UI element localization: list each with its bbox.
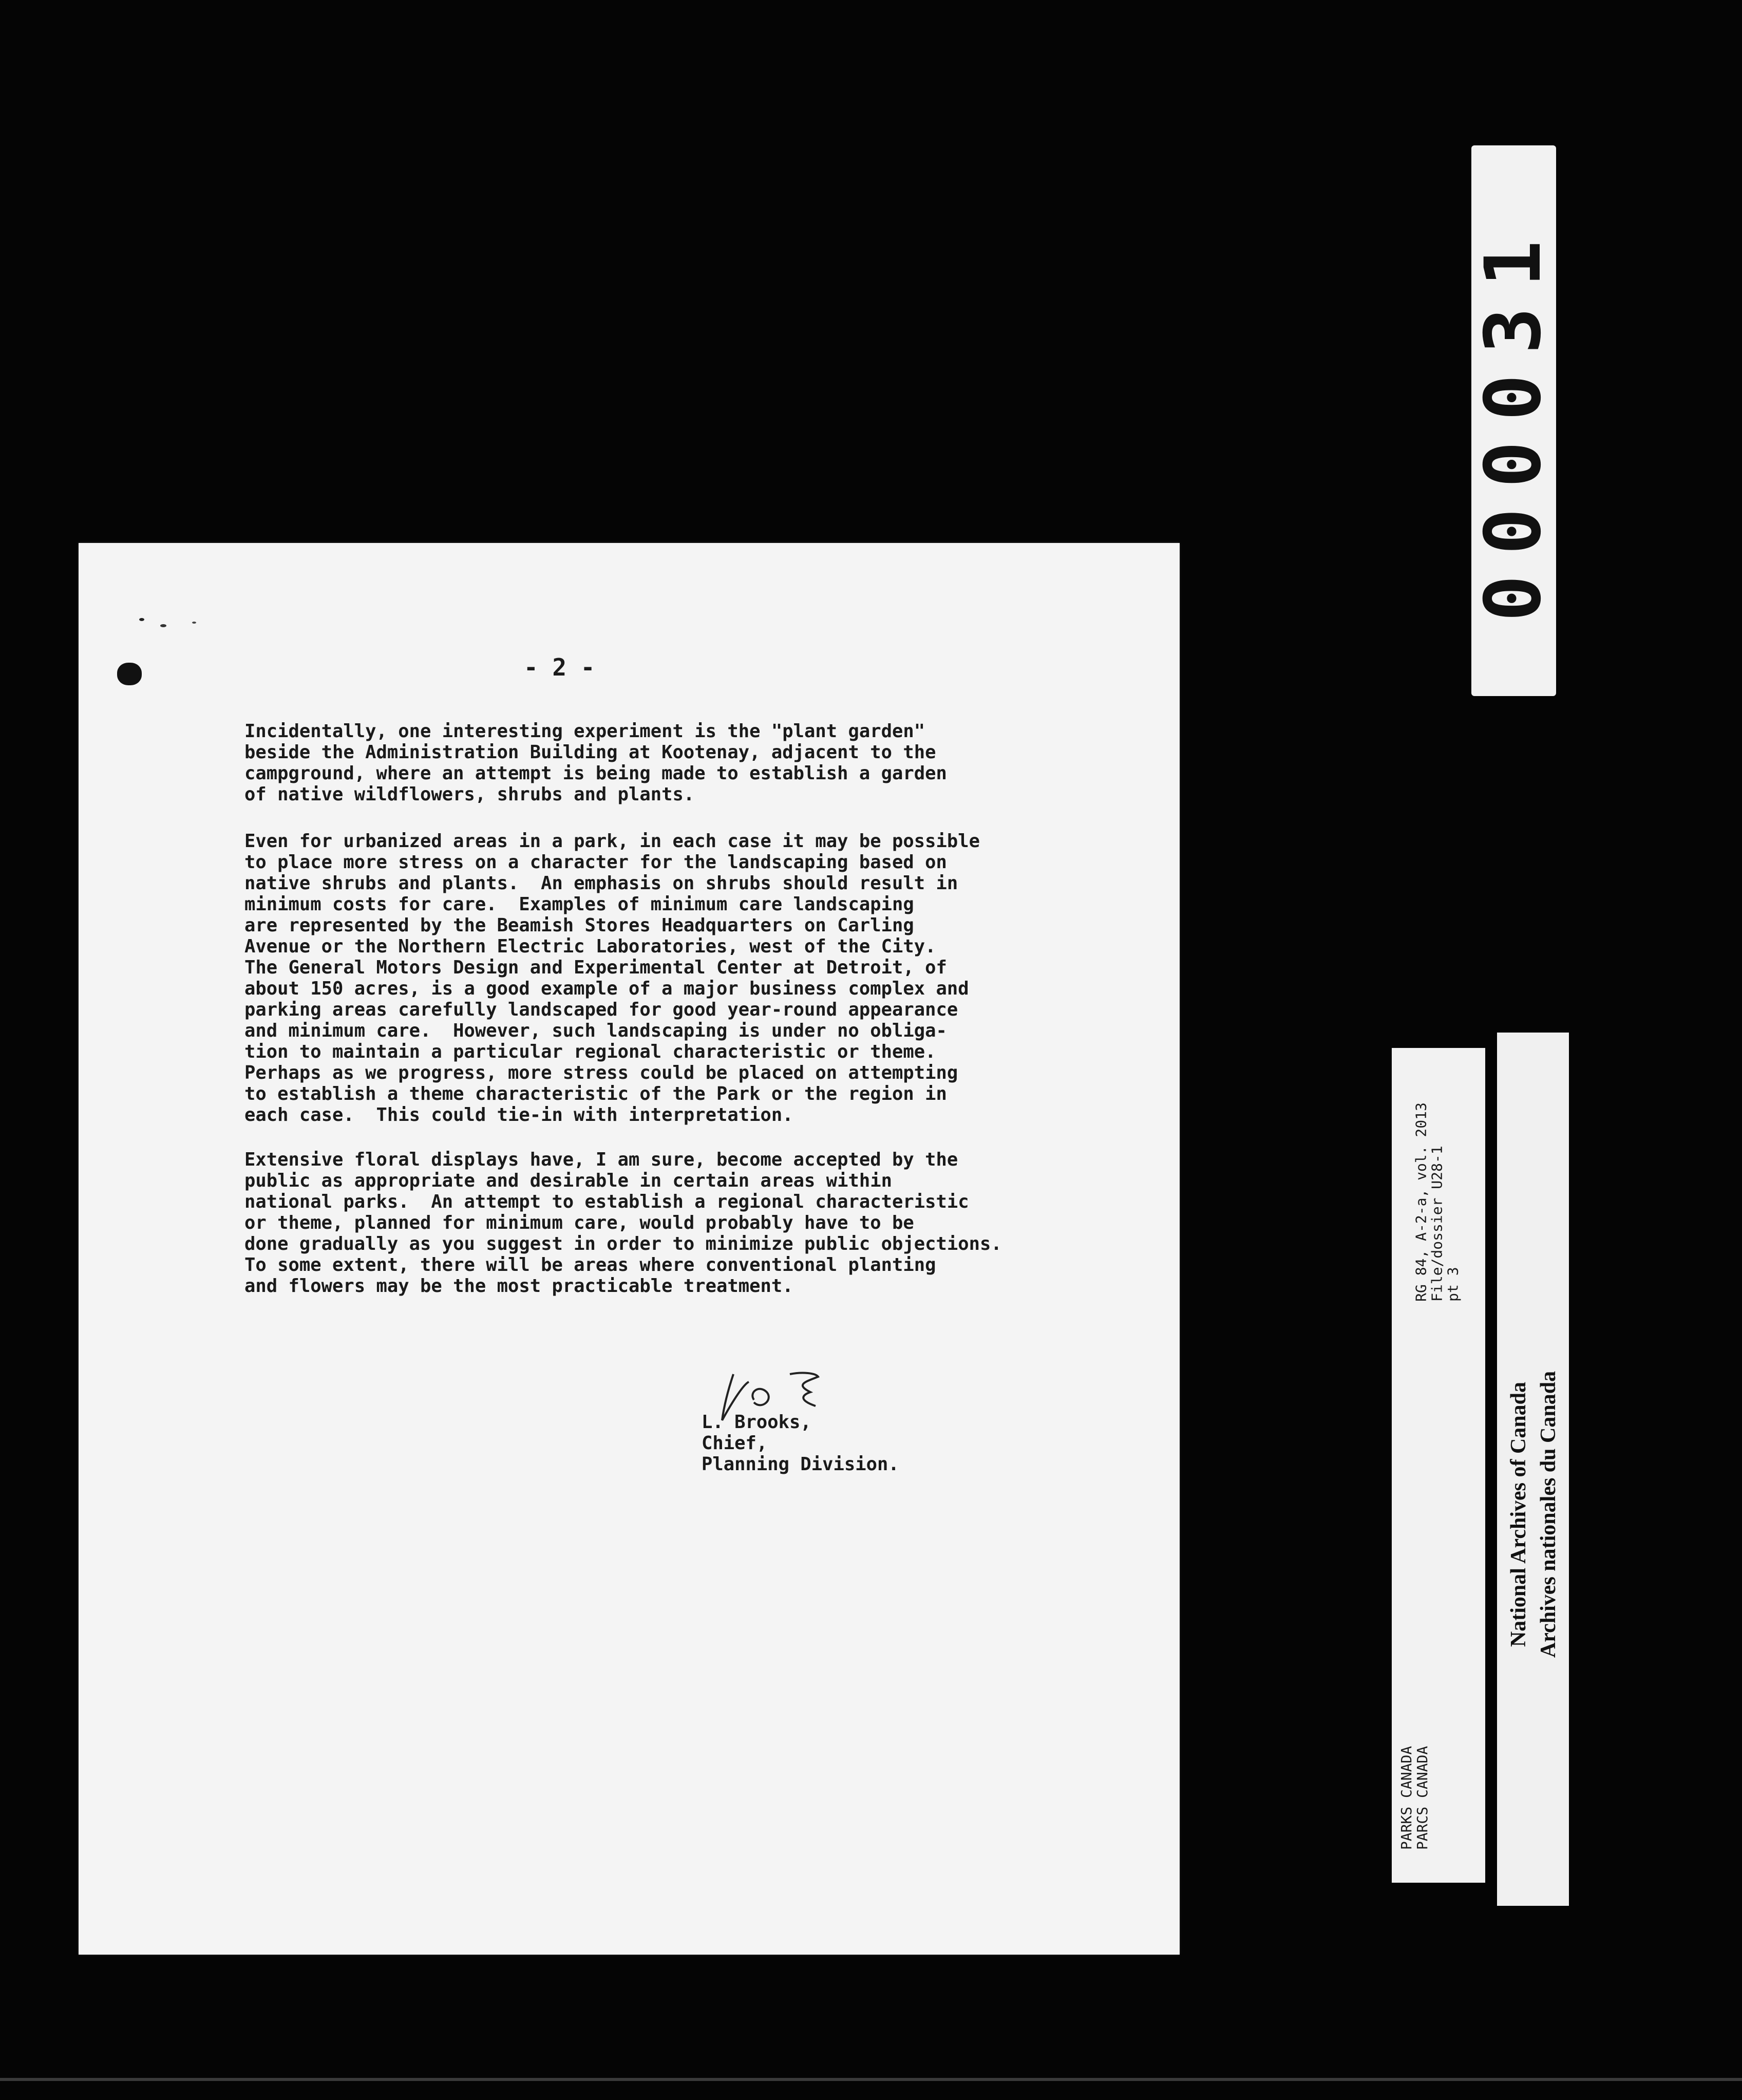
paragraph-urbanized-areas: Even for urbanized areas in a park, in each case it may be possible to place more stress on a character for the landscaping based on native shrubs and plants. An emphasis on shrubs should result in minimum costs for care. Examples of minimum care landscaping are represented by the Beamish Stores Headquarters on Carling Avenue or the Northern Electric Laboratories, west of the City. The General Motors Design and Experimental Center at Detroit, of about 150 acres, is a good example of a major business complex and parking areas carefully landscaped for good year-round appearance and minimum care. However, such landscaping is under no obliga- tion to maintain a particular regional characteristic or theme. Perhaps as we progress, more stress could be placed on attempting to establish a theme characteristic of the Park or the region in each case. This could tie-in with interpretation. bbox=[244, 831, 980, 1126]
bleed-through-marking bbox=[555, 1387, 583, 1458]
paragraph-floral-displays: Extensive floral displays have, I am sure, become accepted by the public as appropriate and desirable in certain areas within national parks. An attempt to establish a regional characteristic or theme, planned for minimum care, would probably have to be done gradually as you suggest in order to minimize public objections. To some extent, there will be areas where conventional planting and flowers may be the most practicable treatment. bbox=[244, 1149, 1002, 1297]
frame-edge bbox=[0, 2078, 1742, 2081]
signature-block: L. Brooks, Chief, Planning Division. bbox=[702, 1412, 899, 1475]
agency-name: PARKS CANADA PARCS CANADA bbox=[1398, 1746, 1431, 1850]
file-reference: RG 84, A-2-a, vol. 2013 File/dossier U28-1 pt 3 bbox=[1412, 1102, 1462, 1302]
page-number: - 2 - bbox=[524, 653, 595, 681]
paragraph-plant-garden: Incidentally, one interesting experiment is the "plant garden" beside the Administration Building at Kootenay, adjacent to the campground, where an attempt is being made to establish a garden of native wildflowers, shrubs and plants. bbox=[244, 721, 947, 805]
stray-marks bbox=[138, 615, 199, 631]
punch-hole bbox=[117, 663, 142, 685]
archives-name: National Archives of Canada Archives nationales du Canada bbox=[1507, 1371, 1560, 1658]
frame-counter: 000031 bbox=[1469, 220, 1558, 622]
